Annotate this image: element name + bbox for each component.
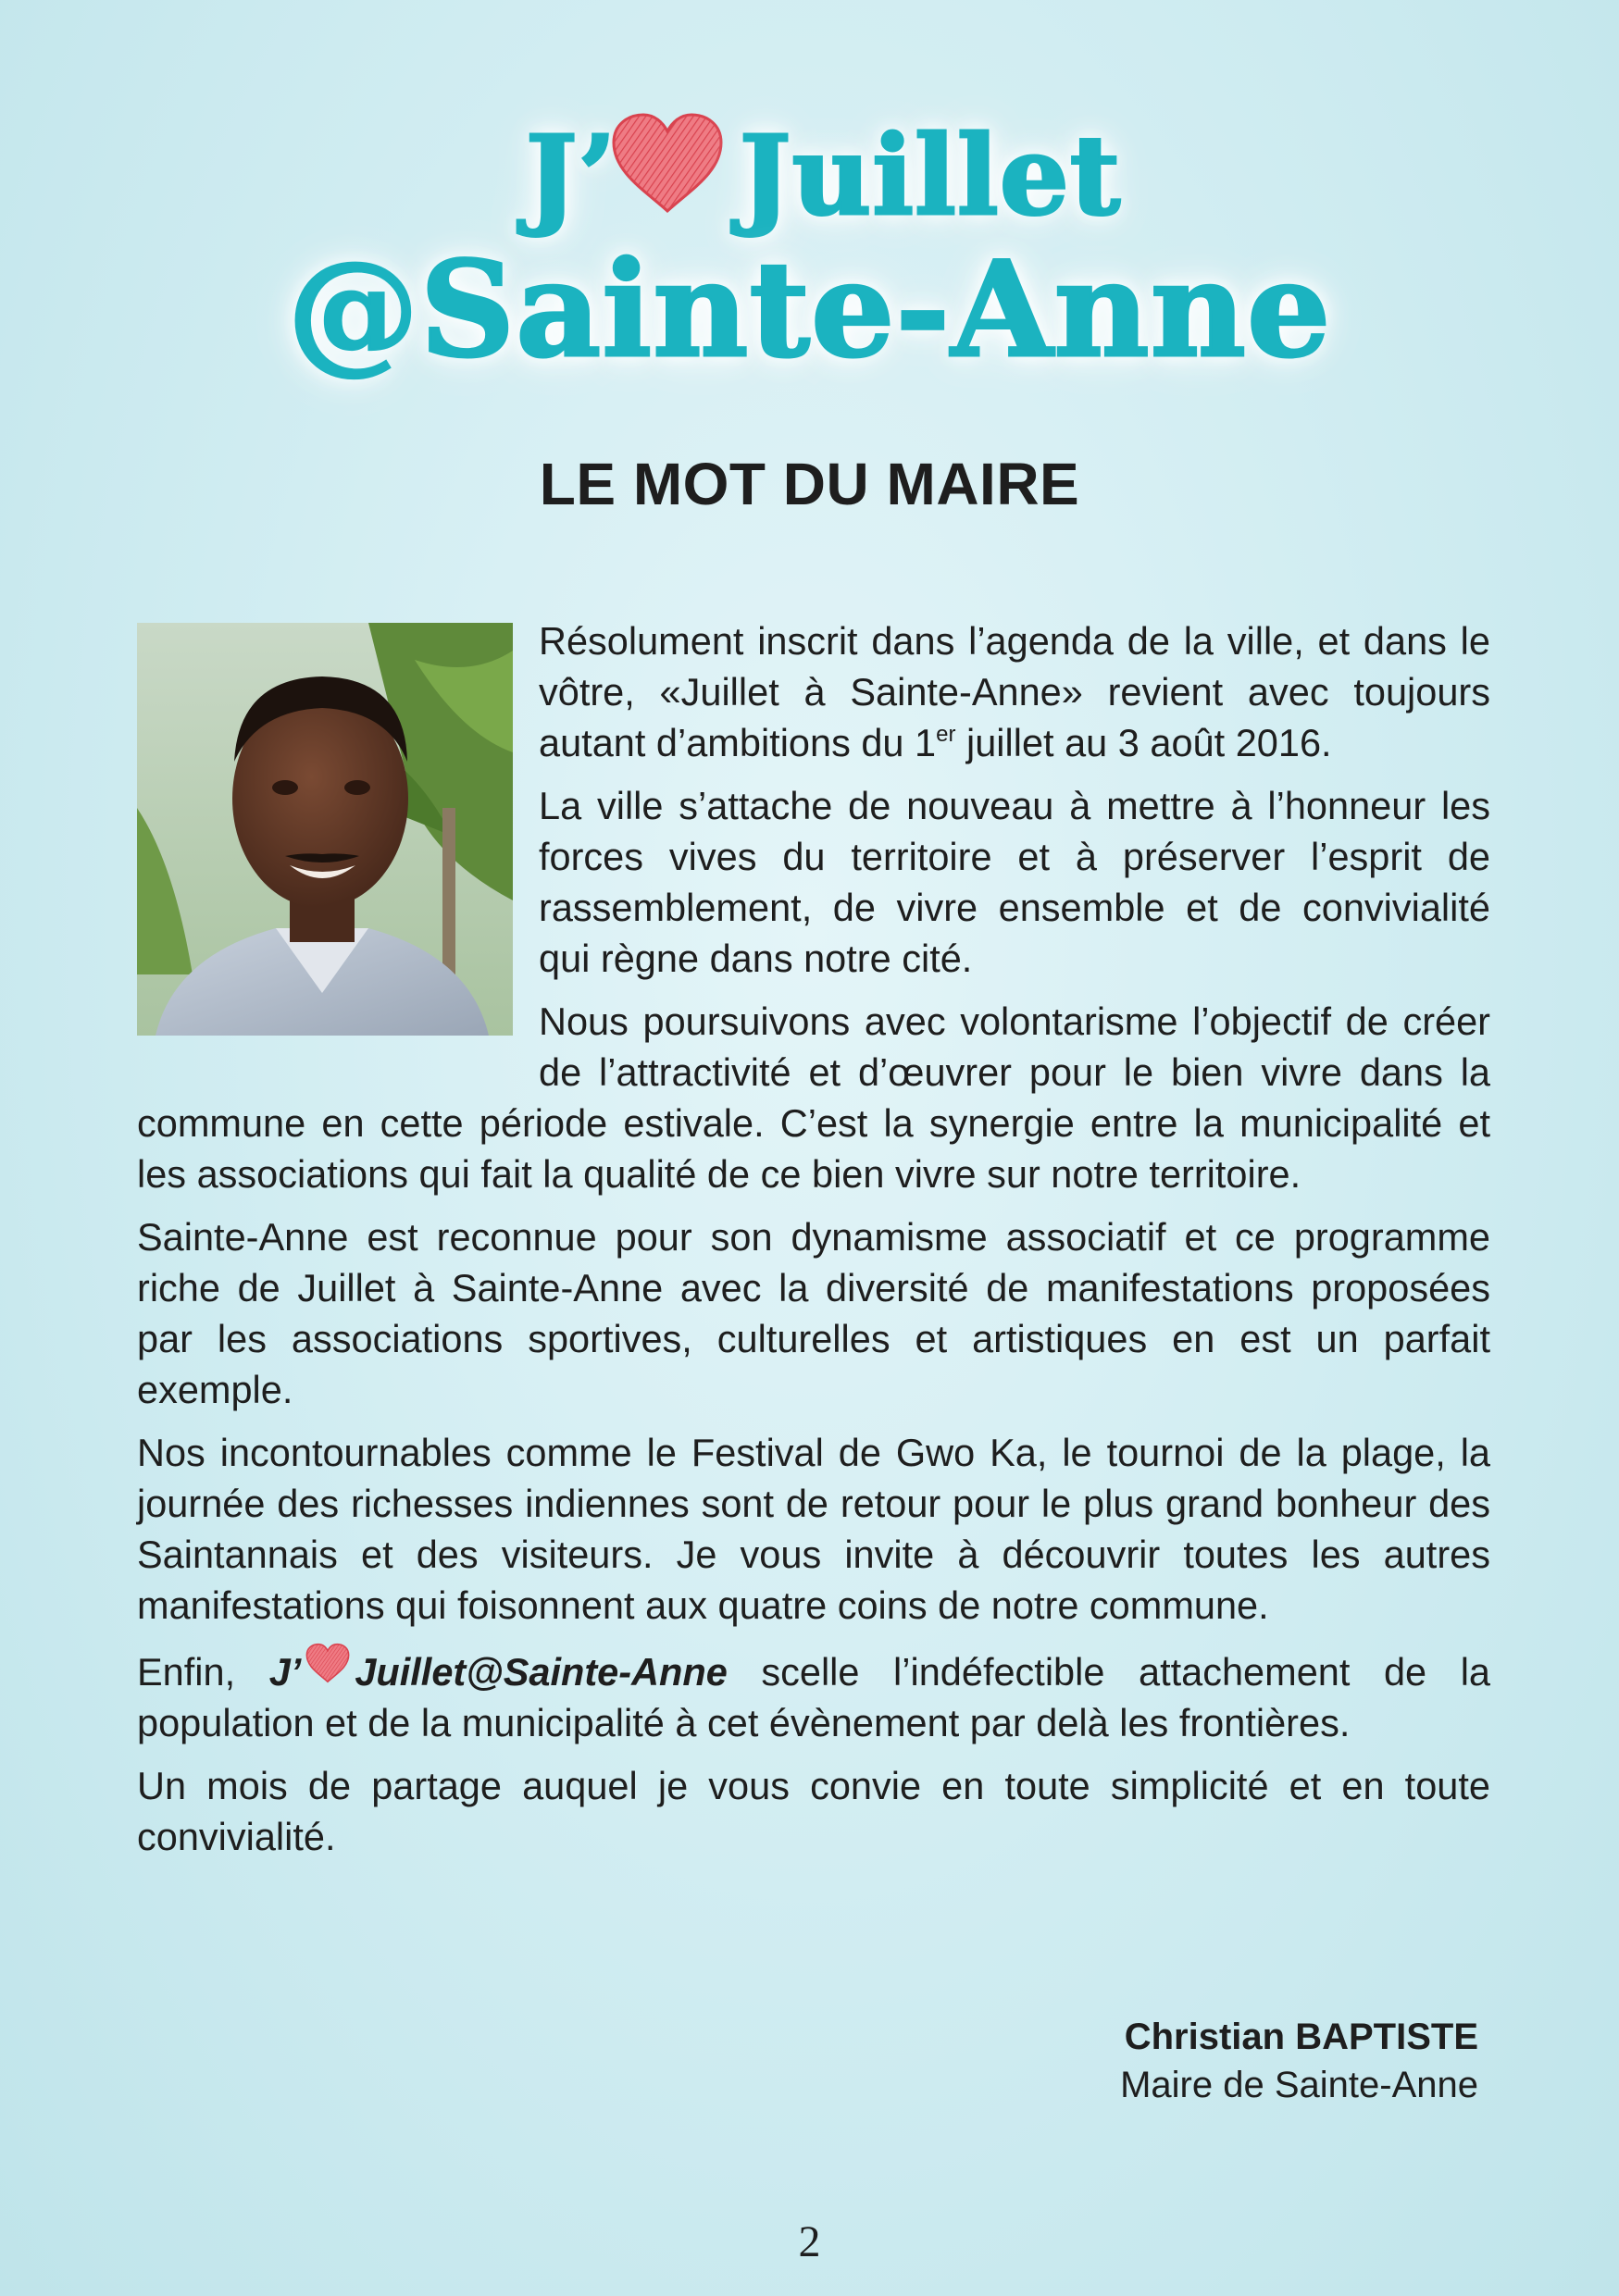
portrait-spacer (137, 615, 539, 1060)
signature-name: Christian BAPTISTE (1124, 2017, 1478, 2057)
paragraph-3: Nous poursuivons avec volontarisme l’objectif de créer de l’attractivité et d’œuvrer pour le bien vivre dans la commune en cette période estivale. C’est la synergie entre la municipalité et les associations qui fait la qualité de ce bien vivre sur notre territoire. (137, 999, 1490, 1196)
ordinal-suffix: er (936, 722, 956, 747)
signature-block (1120, 2013, 1478, 2109)
paragraph-1-text-b: juillet au 3 août 2016. (955, 721, 1332, 764)
paragraph-2: La ville s’attache de nouveau à mettre à l’honneur les forces vives du territoire et à préserver l’esprit de rassemblement, de vivre ensemble et de convivialité qui règne dans notre cité. (539, 784, 1490, 980)
paragraph-7: Un mois de partage auquel je vous convie en toute simplicité et en toute convivialité. (137, 1764, 1490, 1858)
inline-brand-prefix: J’ (268, 1650, 302, 1694)
inline-heart-icon (305, 1643, 351, 1695)
page-number: 2 (798, 2217, 821, 2266)
letter-body (137, 615, 1490, 1874)
paragraph-4: Sainte-Anne est reconnue pour son dynamisme associatif et ce programme riche de Juillet à Sainte-Anne avec la diversité de manifestations proposées par les associations sportives, culturelles et artistiques en est un parfait exemple. (137, 1215, 1490, 1411)
brand-juillet: Juillet (739, 111, 1122, 240)
page-title: LE MOT DU MAIRE (539, 451, 1080, 517)
inline-brand-name: Juillet@Sainte-Anne (355, 1650, 728, 1694)
brand-title (0, 111, 1619, 387)
brand-line-1 (0, 111, 1619, 242)
signature-role: Maire de Sainte-Anne (1120, 2065, 1478, 2105)
paragraph-5: Nos incontournables comme le Festival de Gwo Ka, le tournoi de la plage, la journée des richesses indiennes sont de retour pour le plus grand bonheur des Saintannais et des visiteurs. Je vous invite à découvrir toutes les autres manifestations qui foisonnent aux quatre coins de notre commune. (137, 1431, 1490, 1627)
paragraph-6-prefix: Enfin, (137, 1650, 269, 1694)
brand-prefix: J’ (525, 111, 617, 240)
brand-line-2: @Sainte-Anne (287, 233, 1332, 387)
paragraph-6 (137, 1643, 1490, 1748)
paragraph-6-rest: scelle l’indéfectible attachement de la population et de la municipalité à cet évènement par delà les frontières. (137, 1650, 1490, 1744)
heart-icon (608, 111, 727, 242)
paragraph-1-text-a: Résolument inscrit dans l’agenda de la ville, et dans le vôtre, «Juillet à Sainte-Anne» revient avec toujours autant d’ambitions du 1 (539, 619, 1490, 764)
